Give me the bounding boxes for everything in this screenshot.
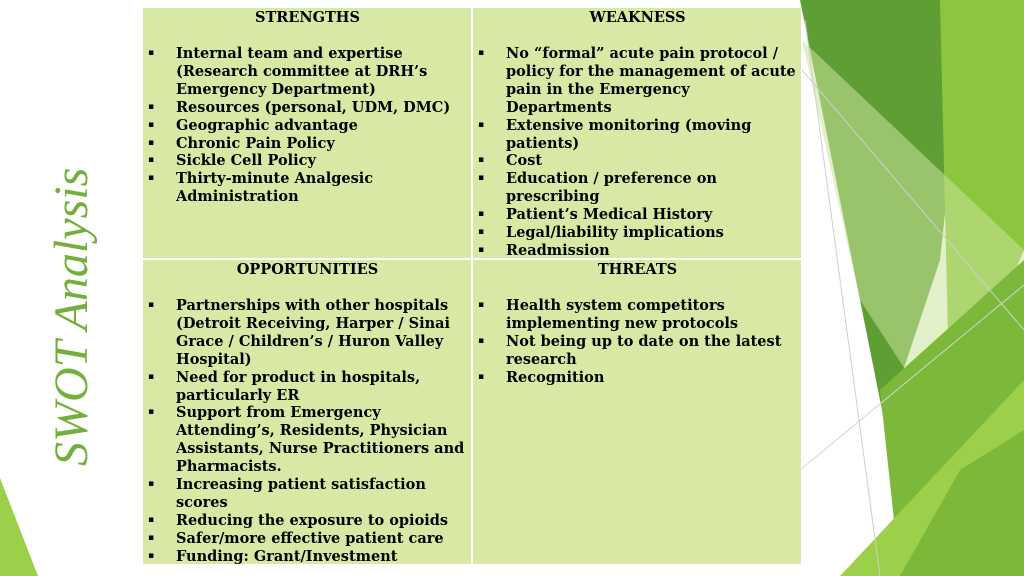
list-item: ▪ Readmission <box>478 241 610 259</box>
list-item: ▪ Patient’s Medical History <box>478 206 713 224</box>
threats-heading: THREATS <box>597 261 678 278</box>
square-bullet-icon: ▪ <box>478 209 485 220</box>
weakness-quadrant <box>473 8 801 258</box>
list-item: ▪ Internal team and expertise (Research committee at DRH’s Emergency Department) <box>148 45 428 98</box>
weakness-heading: WEAKNESS <box>589 9 686 26</box>
list-item: ▪ Education / preference on prescribing <box>478 170 717 206</box>
square-bullet-icon: ▪ <box>148 101 155 112</box>
list-item: ▪ Support from Emergency Attending’s, Residents, Physician Assistants, Nurse Practitioners and Pharmacists. <box>148 404 465 476</box>
list-item: ▪ Funding: Grant/Investment <box>148 547 398 565</box>
weakness-list <box>478 45 797 260</box>
square-bullet-icon: ▪ <box>148 479 155 490</box>
list-item: ▪ Resources (personal, UDM, DMC) <box>148 98 451 116</box>
square-bullet-icon: ▪ <box>478 155 485 166</box>
list-item: ▪ Chronic Pain Policy <box>148 134 335 152</box>
square-bullet-icon: ▪ <box>478 119 485 130</box>
strengths-list <box>148 45 467 206</box>
strengths-heading: STRENGTHS <box>255 9 360 26</box>
square-bullet-icon: ▪ <box>478 244 485 255</box>
square-bullet-icon: ▪ <box>148 48 155 58</box>
opportunities-heading: OPPORTUNITIES <box>236 261 379 278</box>
list-item: ▪ Legal/liability implications <box>478 224 724 242</box>
left-green-shape <box>0 478 38 576</box>
list-item: ▪ Need for product in hospitals, particularly ER <box>148 368 421 404</box>
strengths-quadrant <box>143 8 471 258</box>
square-bullet-icon: ▪ <box>148 300 155 310</box>
list-item: ▪ Cost <box>478 152 543 170</box>
square-bullet-icon: ▪ <box>478 48 485 58</box>
list-item: ▪ No “formal” acute pain protocol / policy for the management of acute pain in the Emergency Departments <box>478 45 796 116</box>
list-item: ▪ Recognition <box>478 368 605 386</box>
list-item: ▪ Extensive monitoring (moving patients) <box>478 116 752 152</box>
swot-grid <box>143 8 801 564</box>
list-item: ▪ Sickle Cell Policy <box>148 152 316 170</box>
square-bullet-icon: ▪ <box>478 300 485 310</box>
list-item: ▪ Partnerships with other hospitals (Detroit Receiving, Harper / Sinai Grace / Children’s / Huron Valley Hospital) <box>148 297 451 368</box>
list-item: ▪ Increasing patient satisfaction scores <box>148 476 426 511</box>
list-item: ▪ Not being up to date on the latest research <box>478 332 782 368</box>
square-bullet-icon: ▪ <box>148 550 155 561</box>
list-item: ▪ Geographic advantage <box>148 116 358 134</box>
slide-title: SWOT Analysis <box>45 167 98 466</box>
list-item: ▪ Reducing the exposure to opioids <box>148 511 449 529</box>
square-bullet-icon: ▪ <box>148 119 155 130</box>
square-bullet-icon: ▪ <box>148 155 155 166</box>
square-bullet-icon: ▪ <box>478 335 485 346</box>
threats-list <box>478 297 797 387</box>
opportunities-list <box>148 297 467 566</box>
square-bullet-icon: ▪ <box>148 371 155 382</box>
square-bullet-icon: ▪ <box>478 227 485 238</box>
square-bullet-icon: ▪ <box>148 532 155 543</box>
square-bullet-icon: ▪ <box>478 173 485 184</box>
threats-quadrant <box>473 260 801 564</box>
square-bullet-icon: ▪ <box>148 173 155 184</box>
opportunities-quadrant <box>143 260 471 564</box>
list-item: ▪ Safer/more effective patient care <box>148 529 444 547</box>
square-bullet-icon: ▪ <box>148 137 155 148</box>
square-bullet-icon: ▪ <box>148 407 155 418</box>
square-bullet-icon: ▪ <box>148 514 155 525</box>
square-bullet-icon: ▪ <box>478 371 485 382</box>
list-item: ▪ Thirty-minute Analgesic Administration <box>148 170 374 206</box>
list-item: ▪ Health system competitors implementing new protocols <box>478 297 739 332</box>
